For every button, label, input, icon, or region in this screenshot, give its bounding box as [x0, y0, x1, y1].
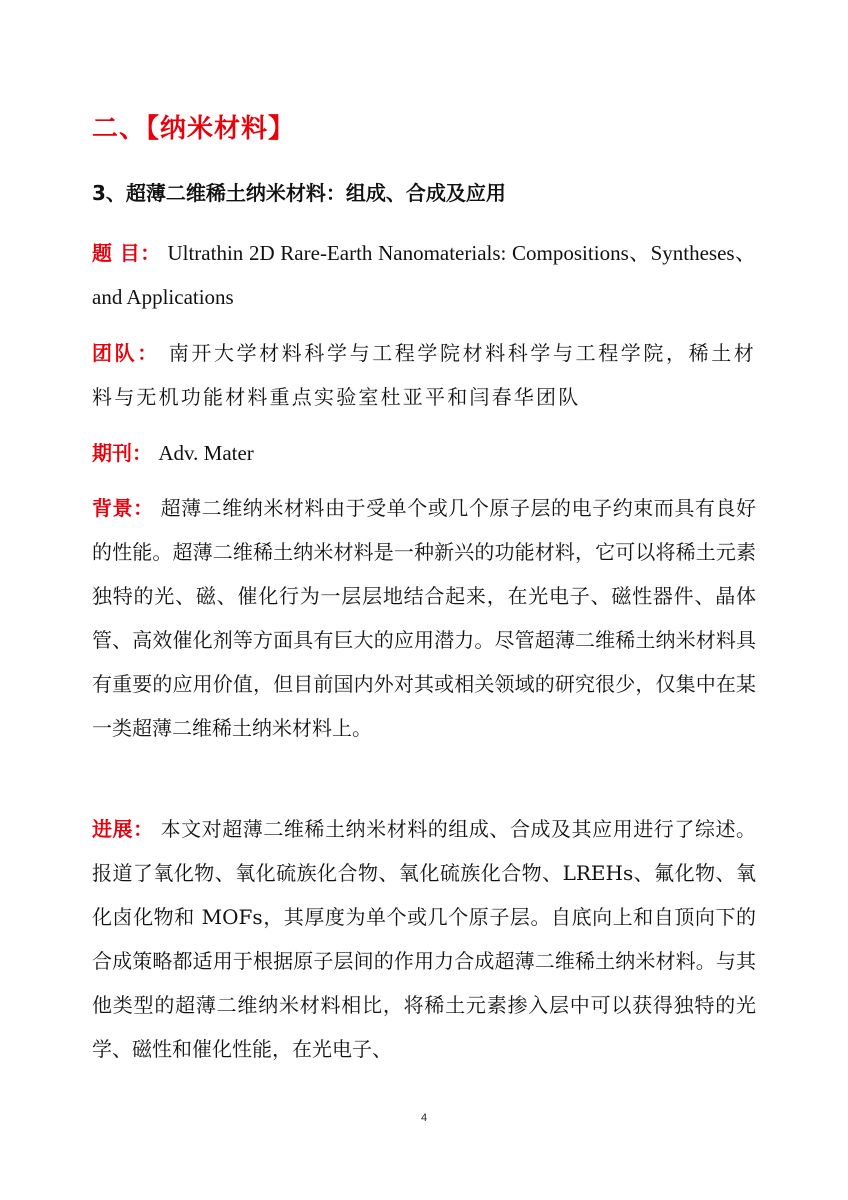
article-title: 3、超薄二维稀土纳米材料：组成、合成及应用: [92, 181, 506, 205]
topic-label: 题 目：: [92, 241, 161, 265]
journal-value: Adv. Mater: [158, 441, 254, 465]
progress-paragraph: [92, 807, 756, 1071]
background-paragraph: [92, 486, 756, 750]
team-paragraph: [92, 331, 756, 419]
team-value: 南开大学材料科学与工程学院材料科学与工程学院，稀土材料与无机功能材料重点实验室杜亚平和闫春华团队: [92, 341, 757, 409]
background-label: 背景：: [92, 496, 154, 520]
page-number: 4: [420, 1112, 428, 1124]
progress-value: 本文对超薄二维稀土纳米材料的组成、合成及其应用进行了综述。报道了氧化物、氧化硫族化合物、氧化硫族化合物、LREHs、氟化物、氧化卤化物和 MOFs，其厚度为单个或几个原子层。自底向上和自顶向下的合成策略都适用于根据原子层间的作用力合成超薄二维稀土纳米材料。与其他类型的超薄二维纳米材料相比，将稀土元素掺入层中可以获得独特的光学、磁性和催化性能，在光电子、: [92, 817, 757, 1061]
section-title: 二、【纳米材料】: [92, 114, 296, 144]
topic-value: Ultrathin 2D Rare-Earth Nanomaterials: Compositions、Syntheses、and Applications: [92, 241, 757, 309]
team-label: 团队：: [92, 341, 160, 365]
journal-label: 期刊：: [92, 441, 152, 465]
background-value: 超薄二维纳米材料由于受单个或几个原子层的电子约束而具有良好的性能。超薄二维稀土纳米材料是一种新兴的功能材料，它可以将稀土元素独特的光、磁、催化行为一层层地结合起来，在光电子、磁性器件、晶体管、高效催化剂等方面具有巨大的应用潜力。尽管超薄二维稀土纳米材料具有重要的应用价值，但目前国内外对其或相关领域的研究很少，仅集中在某一类超薄二维稀土纳米材料上。: [92, 496, 757, 740]
progress-label: 进展：: [92, 817, 154, 841]
topic-paragraph: [92, 231, 756, 319]
journal-paragraph: [92, 431, 756, 475]
